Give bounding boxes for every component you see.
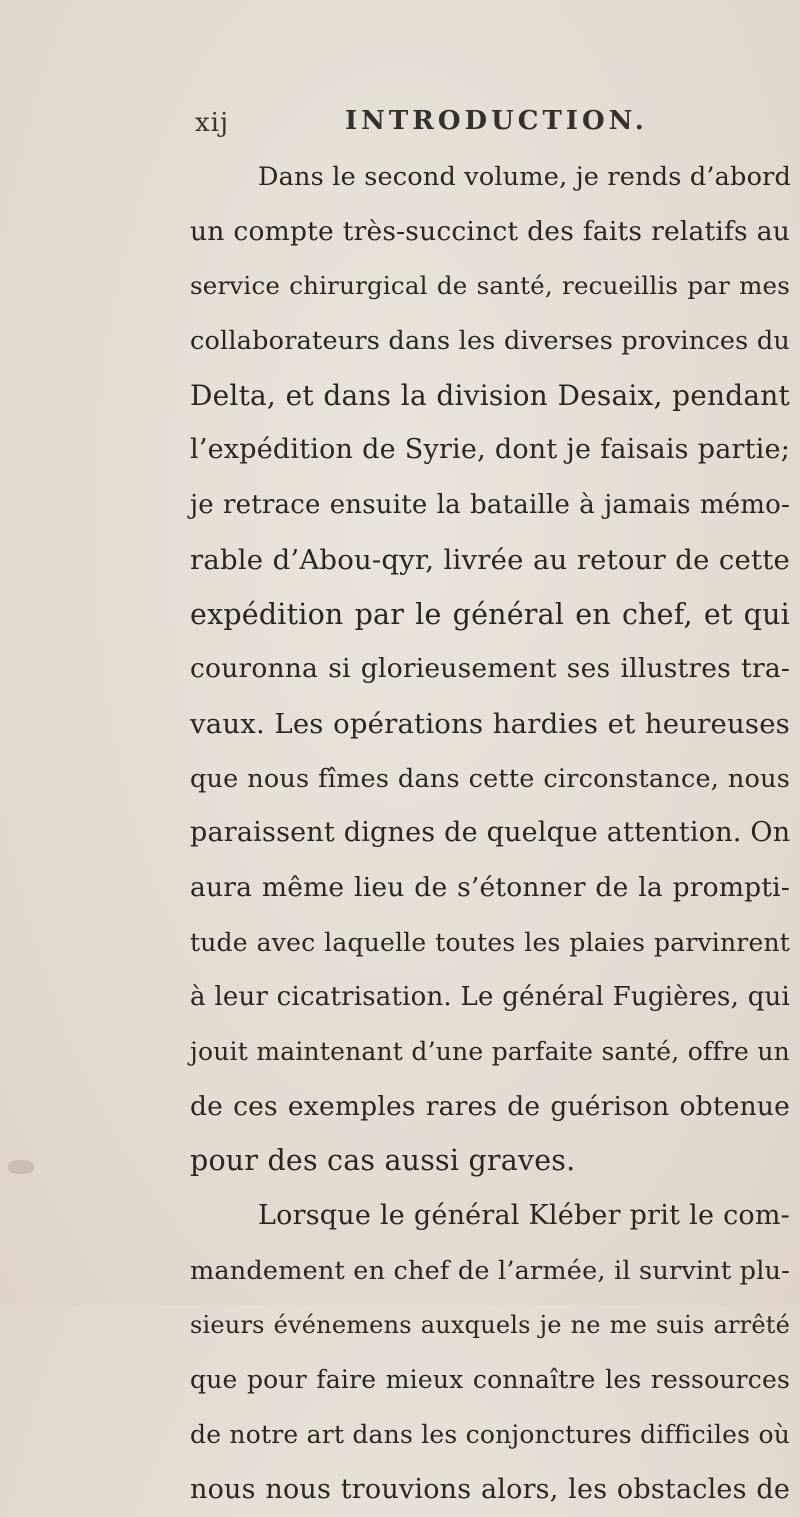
running-title: INTRODUCTION.	[345, 106, 648, 136]
text-line: couronna si glorieusement ses illustres tra-	[190, 642, 790, 697]
text-line: l’expédition de Syrie, dont je faisais partie;	[190, 423, 790, 478]
text-line: de ces exemples rares de guérison obtenue	[190, 1080, 790, 1135]
page-number: xij	[195, 108, 229, 138]
text-line: collaborateurs dans les diverses provinces du	[190, 314, 790, 369]
text-line: Lorsque le général Kléber prit le com-	[190, 1189, 790, 1244]
page-header	[0, 100, 800, 140]
text-line: mandement en chef de l’armée, il survint plu-	[190, 1244, 790, 1299]
text-line: paraissent dignes de quelque attention. On	[190, 806, 790, 861]
text-line: service chirurgical de santé, recueillis par mes	[190, 259, 790, 314]
text-line: expédition par le général en chef, et qui	[190, 588, 790, 643]
text-line: sieurs événemens auxquels je ne me suis arrêté	[190, 1298, 790, 1353]
text-line: que nous fîmes dans cette circonstance, nous	[190, 752, 790, 807]
text-line: vaux. Les opérations hardies et heureuses	[190, 697, 790, 752]
text-line: de notre art dans les conjonctures difficiles où	[190, 1408, 790, 1463]
text-line: tude avec laquelle toutes les plaies parvinrent	[190, 916, 790, 971]
text-line: jouit maintenant d’une parfaite santé, offre un	[190, 1025, 790, 1080]
body-text	[190, 150, 790, 1517]
text-line: nous nous trouvions alors, les obstacles de	[190, 1463, 790, 1517]
text-line: je retrace ensuite la bataille à jamais mémo-	[190, 478, 790, 533]
text-line: à leur cicatrisation. Le général Fugières, qui	[190, 970, 790, 1025]
text-line: aura même lieu de s’étonner de la prompti-	[190, 861, 790, 916]
text-line: que pour faire mieux connaître les ressources	[190, 1353, 790, 1408]
text-line: Dans le second volume, je rends d’abord	[190, 150, 790, 205]
text-line: Delta, et dans la division Desaix, pendant	[190, 369, 790, 424]
paper-stain	[8, 1160, 34, 1174]
text-line: rable d’Abou-qyr, livrée au retour de cette	[190, 533, 790, 588]
text-line: un compte très-succinct des faits relatifs au	[190, 205, 790, 260]
text-line: pour des cas aussi graves.	[190, 1134, 790, 1189]
